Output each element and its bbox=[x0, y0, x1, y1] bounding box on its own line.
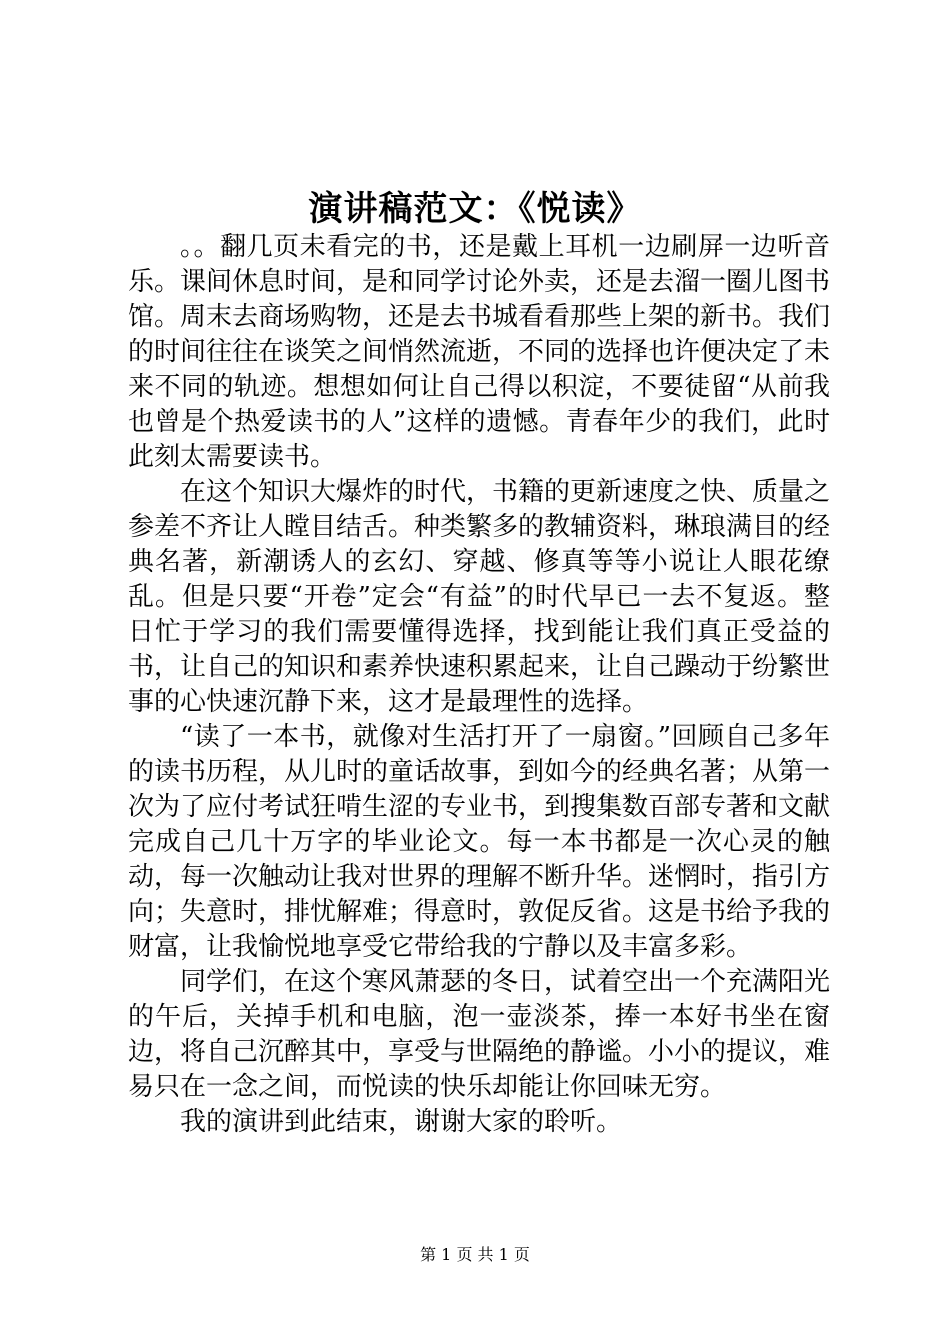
paragraph-1: 。。翻几页未看完的书，还是戴上耳机一边刷屏一边听音乐。课间休息时间，是和同学讨论外卖，还是去溜一圈儿图书馆。周末去商场购物，还是去书城看看那些上架的新书。我们的时间往往在谈笑之间悄然流逝，不同的选择也许便决定了未来不同的轨迹。想想如何让自己得以积淀，不要徒留“从前我也曾是个热爱读书的人”这样的遗憾。青春年少的我们，此时此刻太需要读书。 bbox=[128, 232, 831, 472]
paragraph-3: “读了一本书，就像对生活打开了一扇窗。”回顾自己多年的读书历程，从儿时的童话故事，到如今的经典名著；从第一次为了应付考试狂啃生涩的专业书，到搜集数百部专著和文献完成自己几十万字的毕业论文。每一本书都是一次心灵的触动，每一次触动让我对世界的理解不断升华。迷惘时，指引方向；失意时，排忧解难；得意时，敦促反省。这是书给予我的财富，让我愉悦地享受它带给我的宁静以及丰富多彩。 bbox=[128, 722, 831, 962]
paragraph-5: 我的演讲到此结束，谢谢大家的聆听。 bbox=[180, 1107, 623, 1137]
page-footer: 第 1 页 共 1 页 bbox=[420, 1245, 530, 1264]
paragraph-2: 在这个知识大爆炸的时代，书籍的更新速度之快、质量之参差不齐让人瞠目结舌。种类繁多的教辅资料，琳琅满目的经典名著，新潮诱人的玄幻、穿越、修真等等小说让人眼花缭乱。但是只要“开卷”定会“有益”的时代早已一去不复返。整日忙于学习的我们需要懂得选择，找到能让我们真正受益的书，让自己的知识和素养快速积累起来，让自己躁动于纷繁世事的心快速沉静下来，这才是最理性的选择。 bbox=[128, 477, 831, 717]
paragraph-4: 同学们，在这个寒风萧瑟的冬日，试着空出一个充满阳光的午后，关掉手机和电脑，泡一壶淡茶，捧一本好书坐在窗边，将自己沉醉其中，享受与世隔绝的静谧。小小的提议，难易只在一念之间，而悦读的快乐却能让你回味无穷。 bbox=[128, 967, 831, 1102]
document-title: 演讲稿范文：《悦读》 bbox=[308, 189, 642, 229]
document-body bbox=[128, 230, 830, 1140]
